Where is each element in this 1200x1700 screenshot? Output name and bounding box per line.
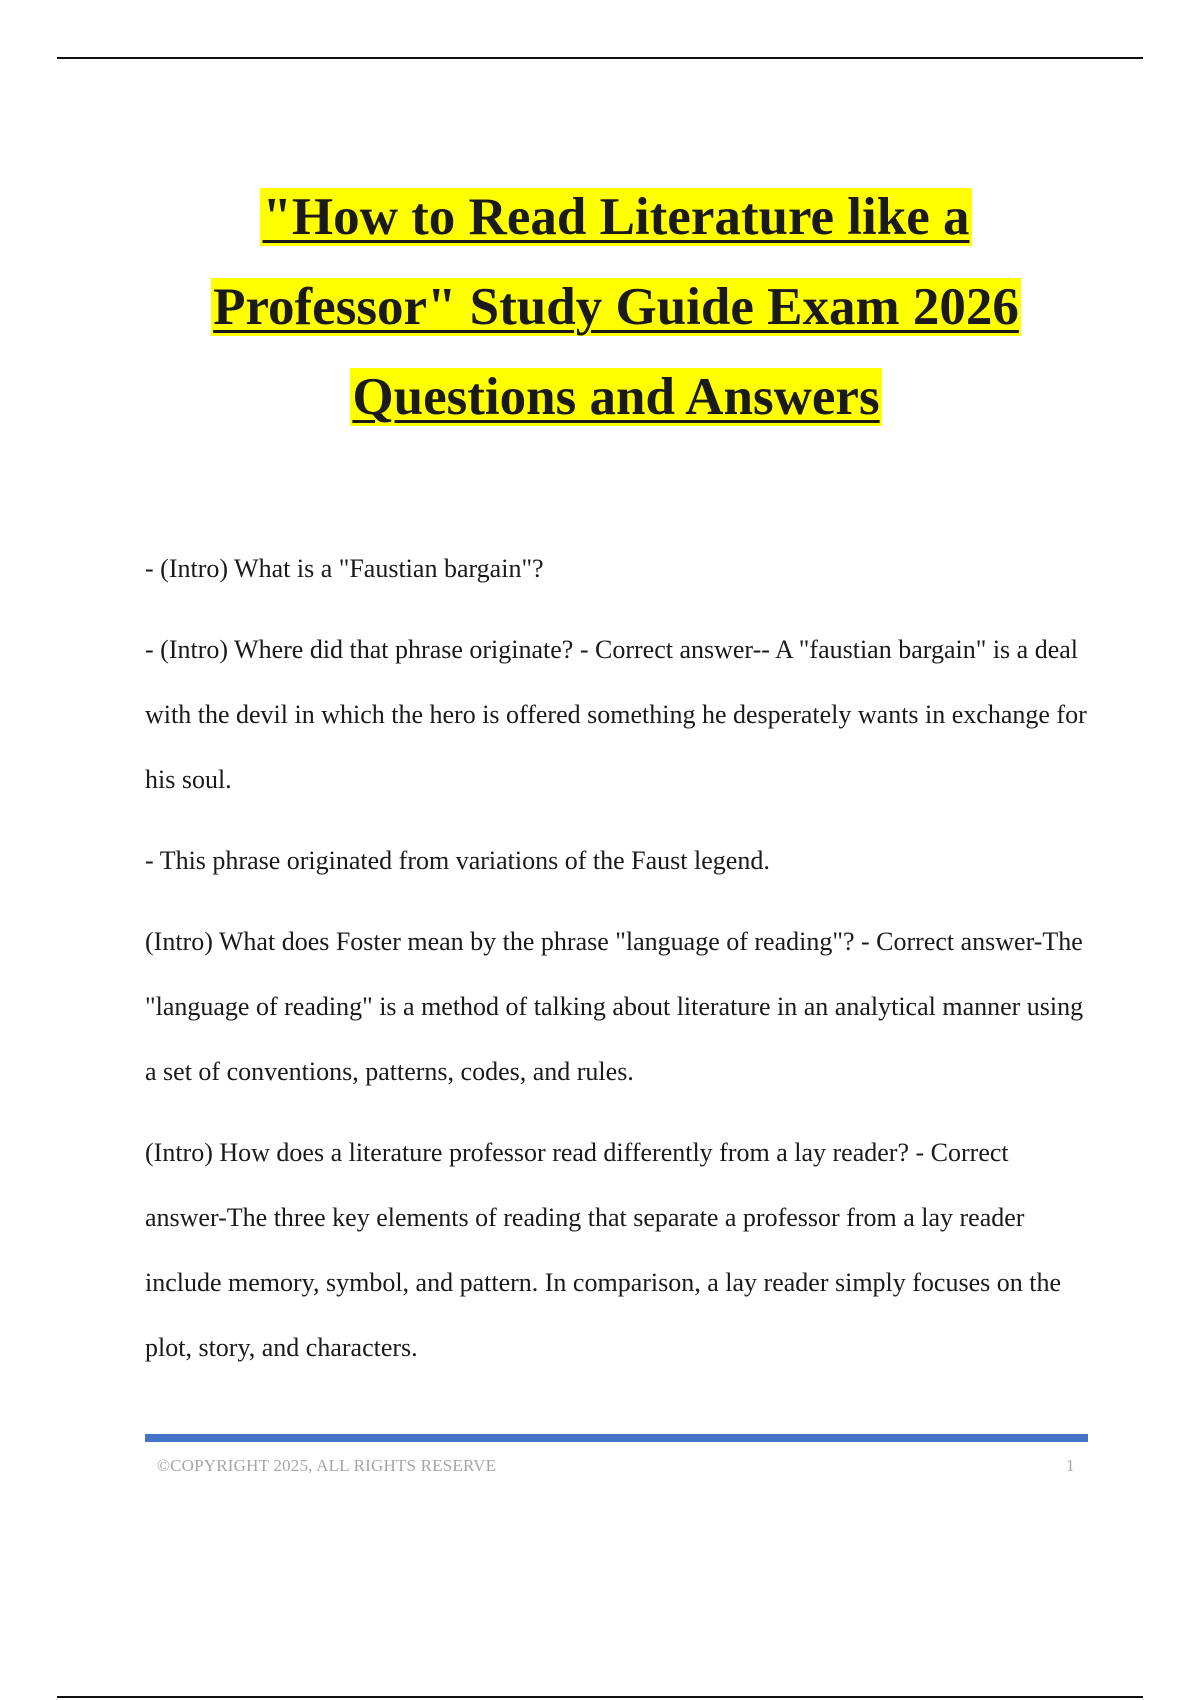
paragraph-professor-vs-lay-reader: (Intro) How does a literature professor read differently from a lay reader? - Correct answer-The three key elements of reading that separate a professor from a lay reader include memory, symbol, and pattern. In comparison, a lay reader simply focuses on the plot, story, and characters. xyxy=(145,1138,1062,1362)
title-line-2: Professor" Study Guide Exam 2026 xyxy=(213,278,1019,336)
footer-divider xyxy=(145,1434,1088,1442)
paragraph-faustian-answer: - (Intro) Where did that phrase originate? - Correct answer-- A "faustian bargain" is a deal with the devil in which the hero is offered something he desperately wants in exchange for his soul. xyxy=(145,635,1087,794)
document-title xyxy=(145,172,1087,442)
paragraph-faustian-question: - (Intro) What is a "Faustian bargain"? xyxy=(145,554,544,583)
footer-copyright: ©COPYRIGHT 2025, ALL RIGHTS RESERVE xyxy=(157,1456,497,1475)
title-line-1: "How to Read Literature like a xyxy=(262,188,970,246)
paragraph-faust-legend: - This phrase originated from variations of the Faust legend. xyxy=(145,846,770,875)
paragraph-language-of-reading: (Intro) What does Foster mean by the phrase "language of reading"? - Correct answer-The "language of reading" is a method of talking about literature in an analytical manner using a set of conventions, patterns, codes, and rules. xyxy=(145,927,1084,1086)
document-body xyxy=(145,536,1090,1396)
top-rule xyxy=(57,57,1143,59)
title-line-3: Questions and Answers xyxy=(352,368,880,426)
bottom-rule xyxy=(57,1696,1143,1698)
footer-page-number: 1 xyxy=(1066,1456,1075,1475)
